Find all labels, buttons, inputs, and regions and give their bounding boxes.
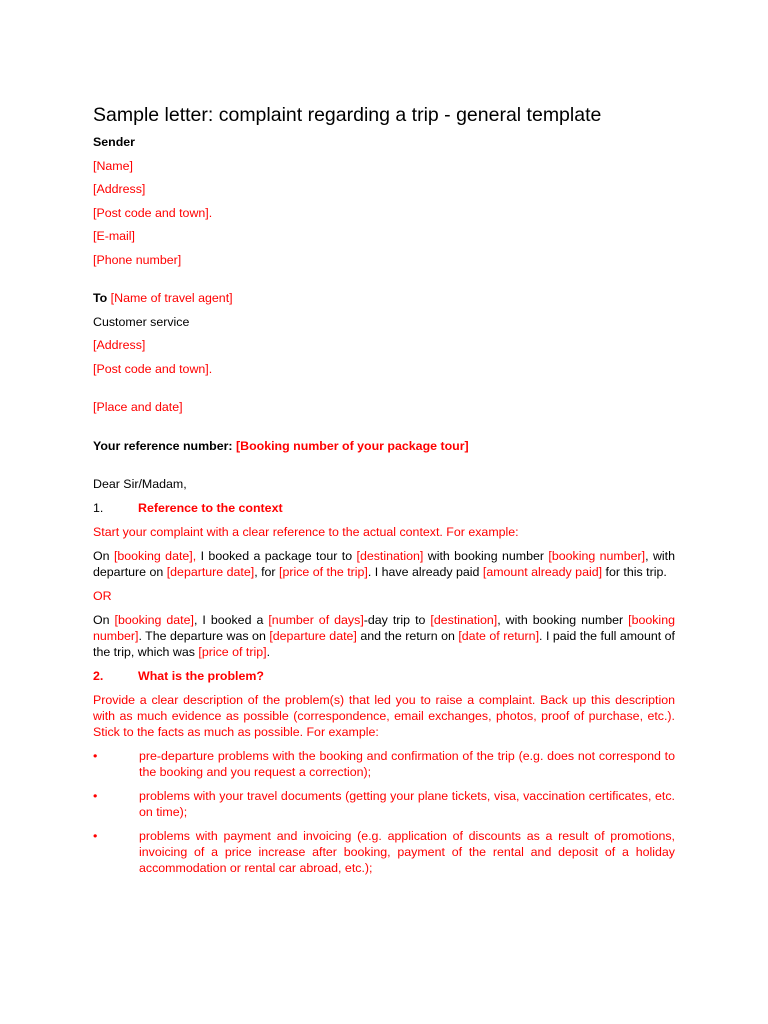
- sender-phone: [Phone number]: [93, 252, 182, 267]
- sender-heading: Sender: [93, 135, 136, 149]
- section-2-title: What is the problem?: [138, 668, 264, 683]
- bullet-item: [93, 788, 675, 820]
- recipient-agent: [Name of travel agent]: [110, 291, 233, 305]
- recipient-postcode-town: [Post code and town].: [93, 361, 213, 376]
- recipient-label: To: [93, 291, 108, 305]
- section-1-number: 1.: [93, 500, 104, 515]
- section-1-or: OR: [93, 588, 112, 603]
- bullet-text: pre-departure problems with the booking and confirmation of the trip (e.g. does not correspond to the booking and you request a correction);: [139, 748, 675, 779]
- bullet-text: problems with your travel documents (getting your plane tickets, visa, vaccination certificates, etc. on time);: [139, 788, 675, 819]
- sender-address: [Address]: [93, 182, 146, 196]
- section-1-title: Reference to the context: [138, 500, 283, 515]
- bullet-icon: •: [93, 788, 98, 803]
- bullet-icon: •: [93, 748, 98, 763]
- section-1-example-2: On [booking date], I booked a [number of days]-day trip to [destination], with booking number [booking number]. The departure was on [departure date] and the return on [date of return]. I paid the full amount of the trip, which was [price of trip].: [93, 612, 675, 659]
- bullet-item: [93, 828, 675, 876]
- document-title: Sample letter: complaint regarding a trip - general template: [93, 104, 602, 126]
- letter-body: [93, 98, 675, 884]
- reference-line: [93, 438, 675, 454]
- place-and-date: [Place and date]: [93, 400, 183, 414]
- recipient-service: Customer service: [93, 314, 190, 329]
- bullet-item: [93, 748, 675, 780]
- bullet-text: problems with payment and invoicing (e.g. application of discounts as a result of promotions, invoicing of a price increase after booking, payment of the rental and deposit of a holiday accommodation or rental car abroad, etc.);: [139, 828, 675, 875]
- section-2-number: 2.: [93, 668, 104, 683]
- section-1-intro: Start your complaint with a clear reference to the actual context. For example:: [93, 524, 519, 539]
- bullet-icon: •: [93, 828, 98, 843]
- section-1-example-1: On [booking date], I booked a package tour to [destination] with booking number [booking number], with departure on [departure date], for [price of the trip]. I have already paid [amount already paid] for this trip.: [93, 548, 675, 579]
- reference-label: Your reference number: [93, 438, 229, 453]
- salutation: Dear Sir/Madam,: [93, 477, 187, 491]
- section-1-heading: [93, 500, 675, 516]
- recipient-address: [Address]: [93, 338, 146, 352]
- reference-value: [Booking number of your package tour]: [236, 438, 469, 453]
- sender-name: [Name]: [93, 158, 133, 173]
- recipient-line: [93, 290, 675, 306]
- section-2-heading: [93, 668, 675, 684]
- reference-separator: :: [228, 438, 236, 453]
- sender-postcode-town: [Post code and town].: [93, 205, 213, 220]
- sender-email: [E-mail]: [93, 229, 135, 243]
- section-2-intro: Provide a clear description of the problem(s) that led you to raise a complaint. Back up this description with as much evidence as possible (correspondence, email exchanges, photos, proof of purchase, etc.). Stick to the facts as much as possible. For example:: [93, 692, 675, 739]
